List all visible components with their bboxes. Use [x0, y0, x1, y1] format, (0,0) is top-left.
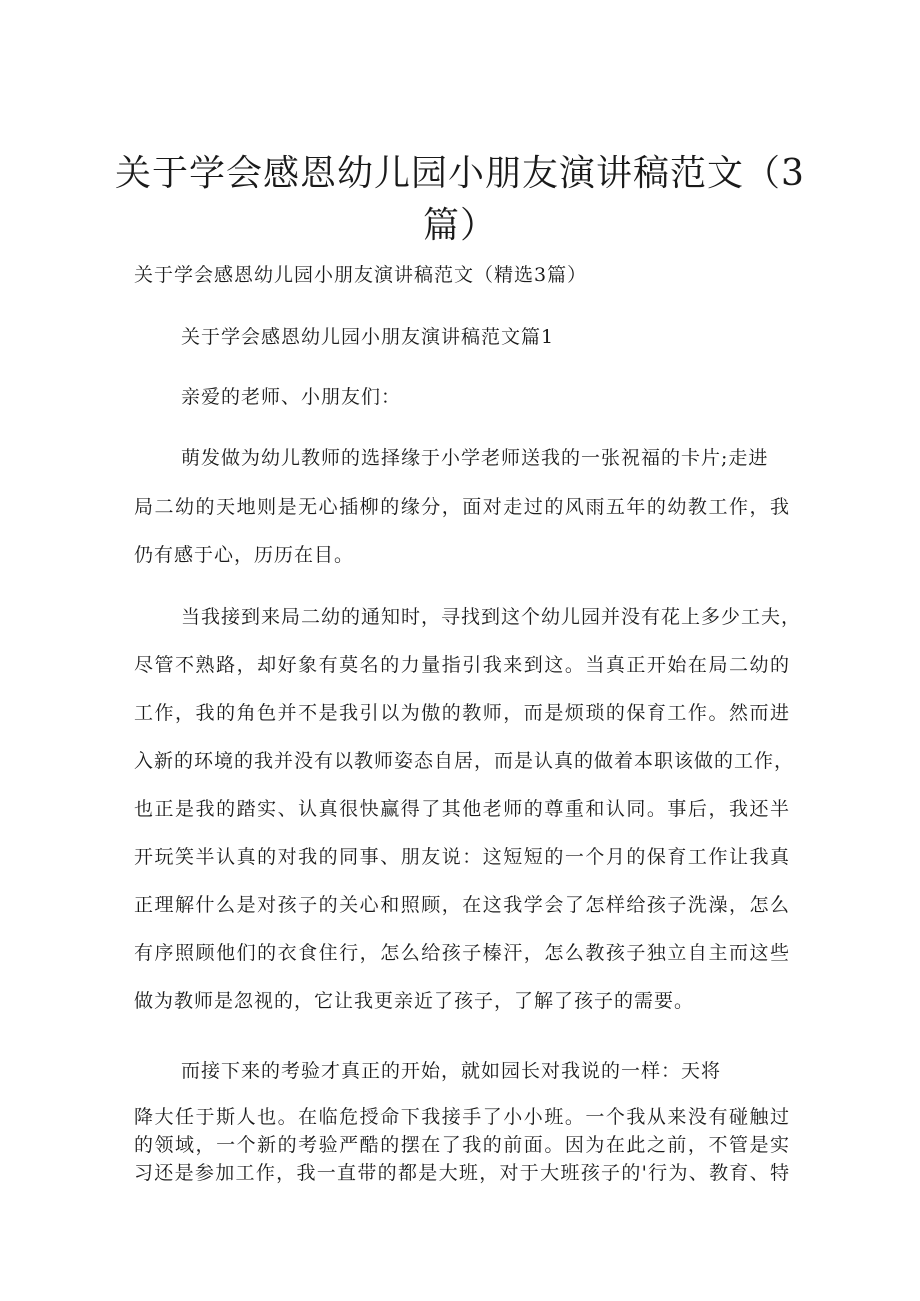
paragraph-2-line: 开玩笑半认真的对我的同事、朋友说：这短短的一个月的保育工作让我真 [134, 846, 790, 868]
paragraph-2-line: 入新的环境的我并没有以教师姿态自居，而是认真的做着本职该做的工作， [134, 750, 795, 772]
paragraph-2-line: 有序照顾他们的衣食住行，怎么给孩子榛汗，怎么教孩子独立自主而这些 [134, 942, 790, 964]
paragraph-2-line: 做为教师是忽视的，它让我更亲近了孩子，了解了孩子的需要。 [134, 990, 695, 1012]
section-heading: 关于学会感恩幼儿园小朋友演讲稿范文篇1 [181, 326, 555, 348]
paragraph-3-line: 降大任于斯人也。在临危授命下我接手了小小班。一个我从来没有碰触过 [134, 1106, 790, 1128]
paragraph-3-line: 习还是参加工作，我一直带的都是大班，对于大班孩子的'行为、教育、特 [134, 1162, 790, 1184]
title-line-2: 篇） [422, 205, 497, 246]
paragraph-1-line: 局二幼的天地则是无心插柳的缘分，面对走过的风雨五年的幼教工作，我 [134, 496, 790, 518]
paragraph-2-line: 尽管不熟路，却好象有莫名的力量指引我来到这。当真正开始在局二幼的 [134, 654, 790, 676]
document-subtitle: 关于学会感恩幼儿园小朋友演讲稿范文（精选3篇） [134, 264, 588, 286]
paragraph-1-line: 萌发做为幼儿教师的选择缘于小学老师送我的一张祝福的卡片;走进 [181, 447, 769, 469]
paragraph-2-line: 工作，我的角色并不是我引以为傲的教师，而是烦琐的保育工作。然而进 [134, 702, 790, 724]
paragraph-1-line: 仍有感于心，历历在目。 [134, 544, 355, 566]
paragraph-2-line: 也正是我的踏实、认真很快赢得了其他老师的尊重和认同。事后，我还半 [134, 798, 790, 820]
paragraph-2-line: 当我接到来局二幼的通知时，寻找到这个幼儿园并没有花上多少工夫， [181, 606, 802, 628]
document-title [100, 148, 820, 252]
paragraph-2-line: 正理解什么是对孩子的关心和照顾，在这我学会了怎样给孩子洗澡，怎么 [134, 894, 790, 916]
paragraph-3-line: 的领域，一个新的考验严酷的摆在了我的前面。因为在此之前，不管是实 [134, 1134, 790, 1156]
paragraph-3-line: 而接下来的考验才真正的开始，就如园长对我说的一样：天将 [181, 1060, 722, 1082]
greeting: 亲爱的老师、小朋友们： [181, 386, 402, 408]
title-line-1: 关于学会感恩幼儿园小朋友演讲稿范文（3 [115, 153, 805, 194]
